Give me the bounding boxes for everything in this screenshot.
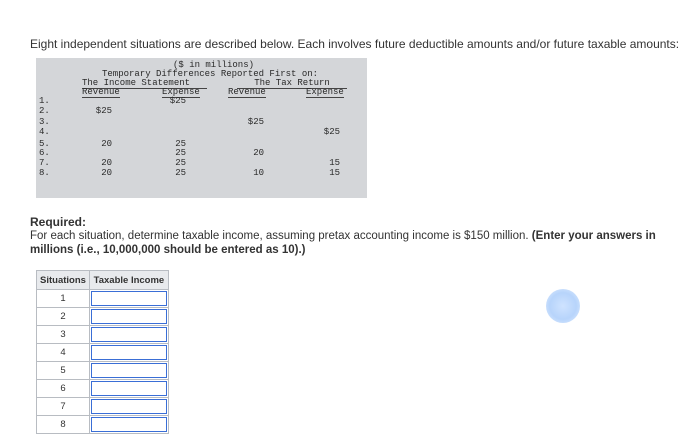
row-number: 7.	[39, 158, 50, 168]
taxable-income-input[interactable]	[91, 381, 167, 396]
row-number: 4.	[39, 127, 50, 137]
taxable-income-cell	[89, 380, 168, 398]
cell-is-expense: 25	[175, 148, 186, 158]
cell-is-expense: 25	[175, 168, 186, 178]
answer-table	[36, 270, 169, 434]
instruction-plain: For each situation, determine taxable income, assuming pretax accounting income is $150 million.	[30, 230, 529, 242]
required-label: Required:	[30, 215, 87, 229]
cell-tr-revenue: 20	[253, 148, 264, 158]
answer-row	[37, 308, 169, 326]
row-number: 3.	[39, 117, 50, 127]
instruction-bold: (Enter your answers in millions (i.e., 10,000,000 should be entered as 10).)	[30, 230, 656, 256]
cell-tr-revenue: $25	[247, 117, 264, 127]
table-units: ($ in millions)	[173, 60, 255, 70]
cell-is-expense: 25	[175, 139, 186, 149]
situation-number: 2	[37, 308, 90, 326]
taxable-income-cell	[89, 362, 168, 380]
row-number: 1.	[39, 96, 50, 106]
focus-glow-indicator	[546, 289, 580, 323]
situation-number: 6	[37, 380, 90, 398]
taxable-income-cell	[89, 398, 168, 416]
row-number: 5.	[39, 139, 50, 149]
cell-is-revenue: 20	[101, 139, 112, 149]
taxable-income-input[interactable]	[91, 363, 167, 378]
row-number: 6.	[39, 148, 50, 158]
group-income-statement: The Income Statement	[82, 78, 207, 89]
taxable-income-input[interactable]	[91, 327, 167, 342]
row-number: 2.	[39, 106, 50, 116]
cell-is-expense: $25	[169, 96, 186, 106]
instruction-text	[30, 229, 690, 257]
col-is-expense: Expense	[162, 87, 200, 97]
header-taxable-income: Taxable Income	[89, 271, 168, 290]
taxable-income-input[interactable]	[91, 399, 167, 414]
col-is-revenue: Revenue	[82, 87, 120, 97]
answer-row	[37, 416, 169, 434]
cell-tr-expense: $25	[323, 127, 340, 137]
situation-number: 8	[37, 416, 90, 434]
answer-row	[37, 362, 169, 380]
table-title: Temporary Differences Reported First on:	[102, 69, 319, 79]
situation-number: 3	[37, 326, 90, 344]
situation-number: 1	[37, 290, 90, 308]
taxable-income-input[interactable]	[91, 345, 167, 360]
group-tax-return: The Tax Return	[237, 78, 347, 89]
answer-row	[37, 326, 169, 344]
cell-is-revenue: 20	[101, 158, 112, 168]
taxable-income-cell	[89, 344, 168, 362]
taxable-income-input[interactable]	[91, 309, 167, 324]
answer-row	[37, 398, 169, 416]
answer-row	[37, 380, 169, 398]
header-situations: Situations	[37, 271, 90, 290]
taxable-income-cell	[89, 308, 168, 326]
col-tr-revenue: Revenue	[228, 87, 266, 97]
answer-row	[37, 290, 169, 308]
situation-number: 4	[37, 344, 90, 362]
cell-is-revenue: $25	[95, 106, 112, 116]
taxable-income-cell	[89, 290, 168, 308]
situation-number: 7	[37, 398, 90, 416]
cell-tr-expense: 15	[329, 168, 340, 178]
cell-is-expense: 25	[175, 158, 186, 168]
intro-text: Eight independent situations are described below. Each involves future deductible amounts and/or future taxable amounts:	[30, 37, 680, 51]
cell-tr-expense: 15	[329, 158, 340, 168]
taxable-income-cell	[89, 416, 168, 434]
situation-number: 5	[37, 362, 90, 380]
cell-tr-revenue: 10	[253, 168, 264, 178]
answer-row	[37, 344, 169, 362]
cell-is-revenue: 20	[101, 168, 112, 178]
temporary-differences-table	[36, 58, 367, 198]
row-number: 8.	[39, 168, 50, 178]
taxable-income-cell	[89, 326, 168, 344]
col-tr-expense: Expense	[306, 87, 344, 97]
taxable-income-input[interactable]	[91, 291, 167, 306]
taxable-income-input[interactable]	[91, 417, 167, 432]
